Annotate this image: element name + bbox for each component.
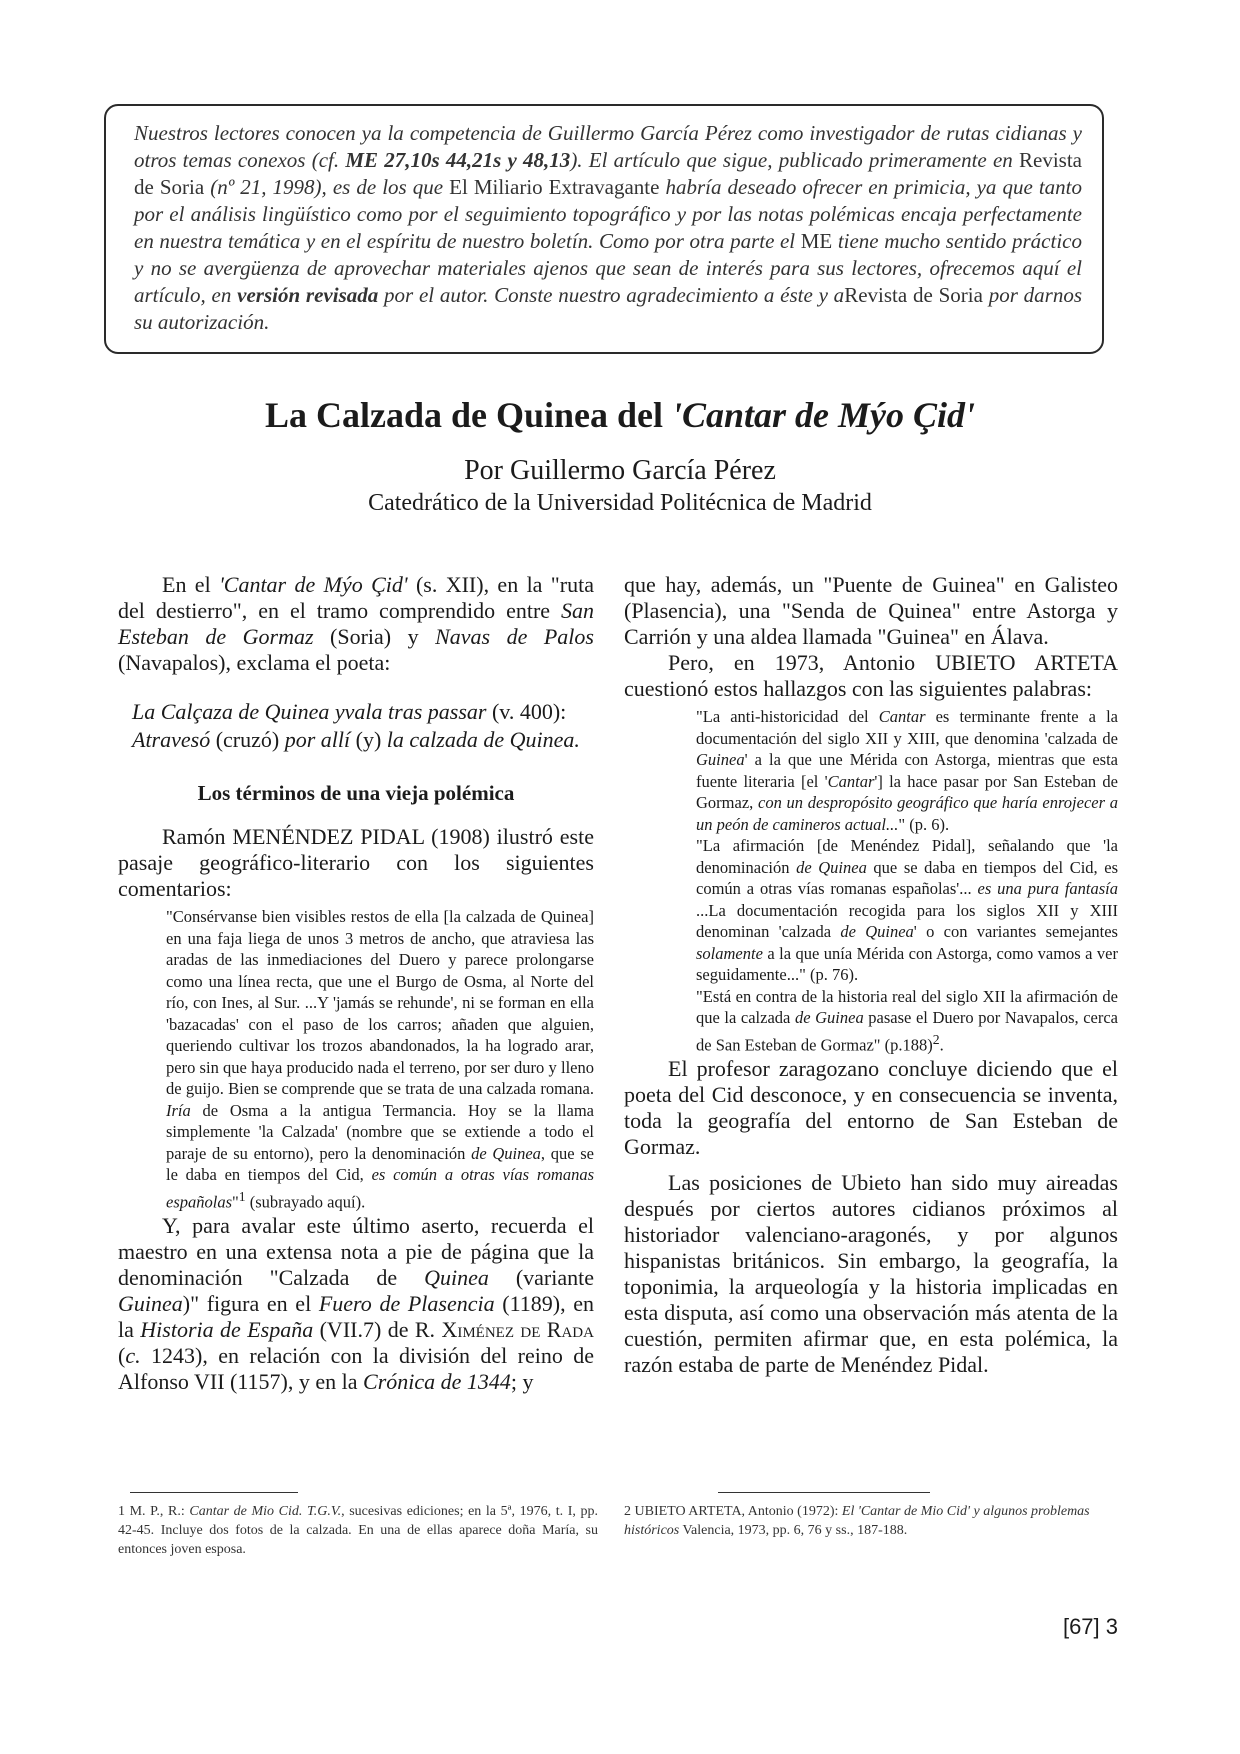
section-heading: Los términos de una vieja polémica [197, 781, 515, 805]
paragraph-continuation: que hay, además, un "Puente de Guinea" en Galisteo (Plasencia), una "Senda de Quinea" entre Astorga y Carrión y una aldea llamada "Guinea" en Álava. [624, 572, 1118, 649]
article-title: La Calzada de Quinea del 'Cantar de Mýo Çid' [264, 395, 976, 435]
block-quote-ubieto: "La anti-historicidad del Cantar es terminante frente a la documentación del siglo XII y XIII, que denomina 'calzada de Guinea' a la que une Mérida con Astorga, mientras que esta fuente literaria [el 'Cantar'] la hace pasar por San Esteban de Gormaz, con un despropósito geográfico que haría enrojecer a un peón de camineros actual..." (p. 6). "La afirmación [de Menéndez Pidal], señalando que 'la denominación de Quinea que se daba en tiempos del Cid, es común a otras vías romanas españolas'... es una pura fantasía ...La documentación recogida para los siglos XII y XIII denominan 'calzada de Quinea' o con variantes semejantes solamente a la que unía Mérida con Astorga, como vamos a ver seguidamente..." (p. 76). "Está en contra de la historia real del siglo XII la afirmación de que la calzada de Guinea pasase el Duero por Navapalos, cerca de San Esteban de Gormaz" $(p.188)^2$. [696, 707, 1118, 1054]
footnote-ref-1: 1 [238, 1188, 246, 1204]
paragraph-ubieto: Pero, en 1973, Antonio UBIETO ARTETA cuestionó estos hallazgos con las siguientes palabras: [624, 650, 1118, 701]
paragraph-nota-pie: Y, para avalar este último aserto, recuerda el maestro en una extensa nota a pie de página que la denominación "Calzada de Quinea (variante Guinea)" figura en el Fuero de Plasencia (1189), en la Historia de España (VII.7) de R. Ximénez de Rada (c. 1243), en relación con la división del reino de Alfonso VII (1157), y en la Crónica de 1344; y [118, 1212, 595, 1394]
verse-quotation [118, 698, 594, 754]
footnote-2: 2 UBIETO ARTETA, Antonio (1972): El 'Cantar de Mio Cid' y algunos problemas históricos Valencia, 1973, pp. 6, 76 y ss., 187-188. [624, 1504, 1090, 1538]
block-quote-menendez-pidal: "Consérvanse bien visibles restos de ella [la calzada de Quinea] en una faja liega de unos 3 metros de ancho, que atraviesa las aradas de las inmediaciones del Duero y parece prolongarse como una línea recta, que une el Burgo de Osma, al Norte del río, con Ines, al Sur. ...Y 'jamás se rehunde', ni se forman en ella 'bazacadas' con el paso de los carros; añaden que alguien, queriendo cultivar los trozos abandonados, la ha logrado arar, pero sin que haya producido nada el terreno, por ser duro y lleno de guijo. Bien se comprende que se trata de una calzada romana. Iría de Osma a la antigua Termancia. Hoy se la llama simplemente 'la Calzada' (nombre que se extiende a todo el paraje de su entorno), pero la denominación de Quinea, que se le daba en tiempos del Cid, es común a otras vías romanas españolas"$^1$ (subrayado aquí). [166, 907, 594, 1211]
left-column [118, 572, 594, 1395]
author-affiliation: Catedrático de la Universidad Politécnica de Madrid [368, 490, 872, 516]
footnote-1: 1 M. P., R.: Cantar de Mio Cid. T.G.V., sucesivas ediciones; en la 5ª, 1976, t. I, pp. 42-45. Incluye dos fotos de la calzada. En una de ellas aparece doña María, su entonces joven esposa. [118, 1504, 598, 1557]
author-byline: Por Guillermo García Pérez [464, 455, 776, 486]
verse-line-original: La Calçaza de Quinea yvala tras passar (v. 400): [132, 699, 567, 724]
footnote-rule-left [130, 1492, 298, 1493]
editorial-intro-box [104, 104, 1104, 354]
verse-line-translation: Atravesó (cruzó) por allí (y) la calzada de Quinea. [132, 727, 580, 752]
right-column [624, 572, 1118, 1378]
editorial-intro-text: Nuestros lectores conocen ya la competencia de Guillermo García Pérez como investigador de rutas cidianas y otros temas conexos (cf. ME 27,10s 44,21s y 48,13). El artículo que sigue, publicado primeramente en Revista de Soria (nº 21, 1998), es de los que El Miliario Extravagante habría deseado ofrecer en primicia, ya que tanto por el análisis lingüístico como por el seguimiento topográfico y por las notas polémicas encaja perfectamente en nuestra temática y en el espíritu de nuestro boletín. Como por otra parte el ME tiene mucho sentido práctico y no se avergüenza de aprovechar materiales ajenos que sean de interés para sus lectores, ofrecemos aquí el artículo, en versión revisada por el autor. Conste nuestro agradecimiento a éste y aRevista de Soria por darnos su autorización. [134, 121, 1082, 334]
paragraph-posiciones: Las posiciones de Ubieto han sido muy aireadas después por ciertos autores cidianos próximos al historiador valenciano-aragonés, y por algunos hispanistas británicos. Sin embargo, la geografía, la toponimia, la arqueología y la historia implicadas en esta disputa, así como una observación más atenta de la cuestión, permiten afirmar que, en esta polémica, la razón estaba de parte de Menéndez Pidal. [624, 1169, 1118, 1377]
footnote-rule-right [718, 1492, 930, 1493]
paragraph-menendez-pidal: Ramón MENÉNDEZ PIDAL (1908) ilustró este pasaje geográfico-literario con los siguientes comentarios: [118, 824, 594, 901]
footnote-ref-2: 2 [932, 1031, 940, 1047]
page-number: [67] 3 [1062, 1614, 1118, 1639]
paragraph-conclusion-ubieto: El profesor zaragozano concluye diciendo que el poeta del Cid desconoce, y en consecuencia se inventa, toda la geografía del entorno de San Esteban de Gormaz. [624, 1055, 1118, 1159]
intro-paragraph: En el 'Cantar de Mýo Çid' (s. XII), en la "ruta del destierro", en el tramo comprendido entre San Esteban de Gormaz (Soria) y Navas de Palos (Navapalos), exclama el poeta: [118, 572, 594, 675]
